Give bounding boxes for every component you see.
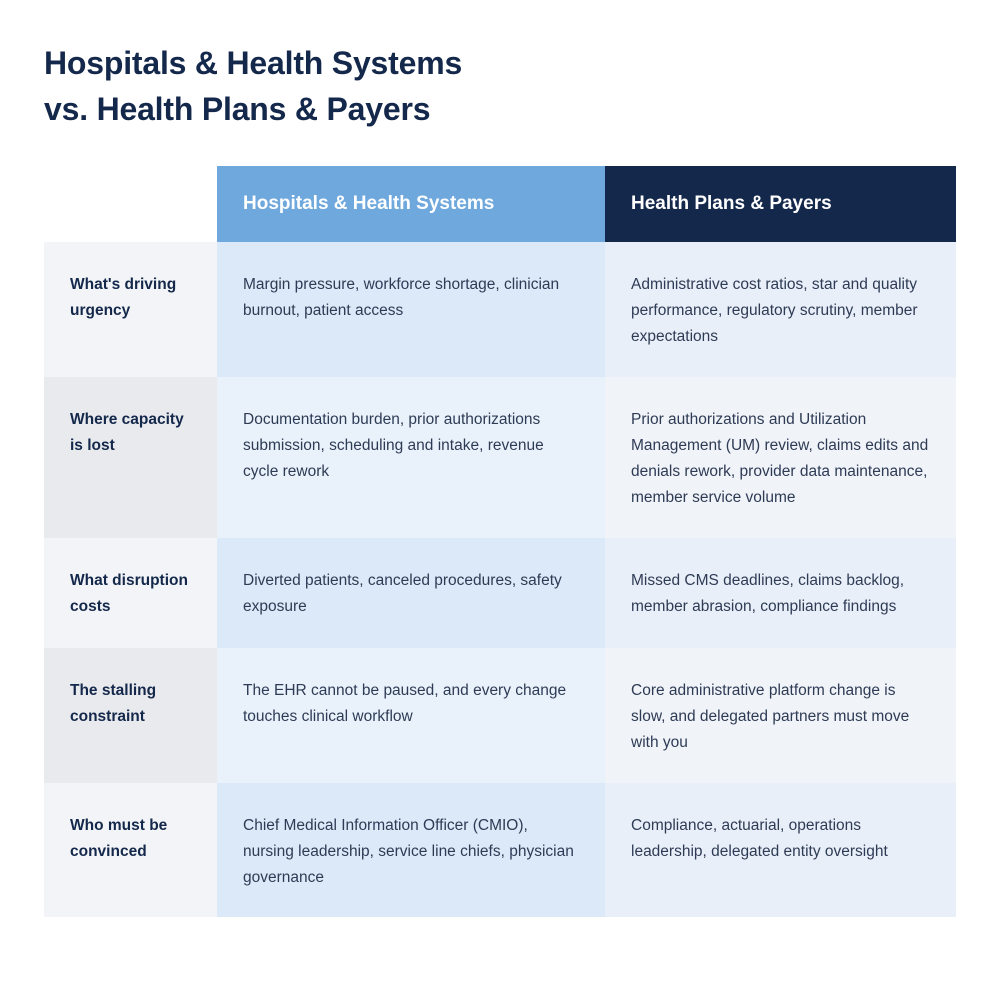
hospitals-cell: The EHR cannot be paused, and every change touches clinical workflow	[217, 648, 605, 783]
page-title	[44, 40, 462, 132]
payers-cell: Administrative cost ratios, star and quality performance, regulatory scrutiny, member expectations	[605, 242, 956, 377]
payers-cell: Compliance, actuarial, operations leadership, delegated entity oversight	[605, 783, 956, 917]
page-title-line-2: vs. Health Plans & Payers	[44, 91, 431, 127]
row-label: The stalling constraint	[44, 648, 217, 783]
table-row	[44, 377, 956, 538]
payers-cell: Prior authorizations and Utilization Management (UM) review, claims edits and denials rework, provider data maintenance, member service volume	[605, 377, 956, 538]
payers-cell: Missed CMS deadlines, claims backlog, member abrasion, compliance findings	[605, 538, 956, 648]
row-label: What disruption costs	[44, 538, 217, 648]
header-hospitals: Hospitals & Health Systems	[217, 166, 605, 242]
row-label: What's driving urgency	[44, 242, 217, 377]
hospitals-cell: Documentation burden, prior authorizations submission, scheduling and intake, revenue cycle rework	[217, 377, 605, 538]
comparison-table	[44, 166, 956, 917]
table-row	[44, 538, 956, 648]
row-label: Where capacity is lost	[44, 377, 217, 538]
table-row	[44, 648, 956, 783]
table-row	[44, 783, 956, 917]
table-header-row	[44, 166, 956, 242]
header-empty-cell	[44, 166, 217, 242]
row-label: Who must be convinced	[44, 783, 217, 917]
hospitals-cell: Diverted patients, canceled procedures, safety exposure	[217, 538, 605, 648]
header-payers: Health Plans & Payers	[605, 166, 956, 242]
hospitals-cell: Margin pressure, workforce shortage, clinician burnout, patient access	[217, 242, 605, 377]
table-row	[44, 242, 956, 377]
page-title-line-1: Hospitals & Health Systems	[44, 45, 463, 81]
hospitals-cell: Chief Medical Information Officer (CMIO), nursing leadership, service line chiefs, physician governance	[217, 783, 605, 917]
payers-cell: Core administrative platform change is slow, and delegated partners must move with you	[605, 648, 956, 783]
